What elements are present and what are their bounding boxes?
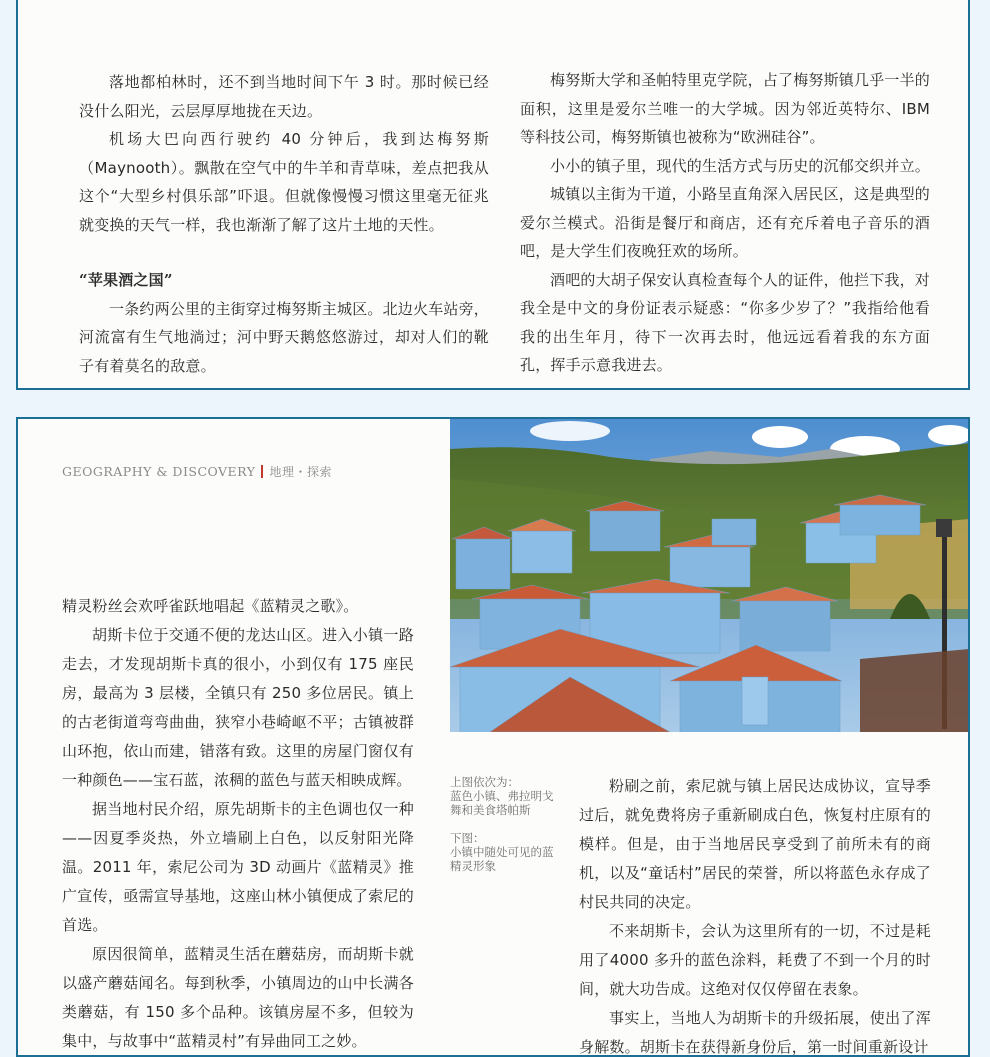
top-page-panel — [16, 0, 970, 390]
paragraph: 精灵粉丝会欢呼雀跃地唱起《蓝精灵之歌》。 — [62, 597, 359, 615]
top-right-column — [520, 66, 930, 380]
caption-line: 下图： — [450, 831, 485, 845]
paragraph: 不来胡斯卡，会认为这里所有的一切，不过是耗用了4000 多升的蓝色涂料，耗费了不到一个月的时间，就大功告成。这绝对仅仅停留在表象。 — [579, 922, 931, 998]
photo-illustration — [450, 419, 970, 732]
header-english: GEOGRAPHY & DISCOVERY — [62, 464, 256, 479]
photo-caption — [450, 775, 562, 887]
header-divider — [261, 465, 263, 478]
section-header — [62, 463, 332, 480]
paragraph: 酒吧的大胡子保安认真检查每个人的证件，他拦下我，对我全是中文的身份证表示疑惑：“你多少岁了？”我指给他看我的出生年月，待下一次再去时，他远远看着我的东方面孔，挥手示意我进去。 — [520, 270, 931, 374]
blue-village-photo — [450, 419, 970, 732]
top-left-column — [79, 68, 489, 380]
paragraph: 原因很简单，蓝精灵生活在蘑菇房，而胡斯卡就以盛产蘑菇闻名。每到秋季，小镇周边的山中长满各类蘑菇，有 150 多个品种。该镇房屋不多，但较为集中，与故事中“蓝精灵村”有异曲同工之妙。 — [62, 945, 414, 1050]
section-heading: “苹果酒之国” — [79, 271, 173, 289]
paragraph: 一条约两公里的主街穿过梅努斯主城区。北边火车站旁，河流富有生气地淌过；河中野天鹅悠悠游过，却对人们的靴子有着莫名的敌意。 — [79, 299, 490, 375]
bottom-left-column — [62, 592, 414, 1056]
caption-line: 小镇中随处可见的蓝精灵形象 — [450, 845, 554, 873]
paragraph: 胡斯卡位于交通不便的龙达山区。进入小镇一路走去，才发现胡斯卡真的很小，小到仅有 175 座民房，最高为 3 层楼，全镇只有 250 多位居民。镇上的古老街道弯弯曲曲，狭窄小巷崎岖不平；古镇被群山环抱，依山而建，错落有致。这里的房屋门窗仅有一种颜色——宝石蓝，浓稠的蓝色与蓝天相映成辉。 — [62, 626, 414, 789]
bottom-page-panel — [16, 417, 970, 1057]
paragraph: 梅努斯大学和圣帕特里克学院，占了梅努斯镇几乎一半的面积，这里是爱尔兰唯一的大学城。因为邻近英特尔、IBM 等科技公司，梅努斯镇也被称为“欧洲硅谷”。 — [520, 71, 931, 146]
paragraph: 粉刷之前，索尼就与镇上居民达成协议，宣导季过后，就免费将房子重新刷成白色，恢复村庄原有的模样。但是，由于当地居民享受到了前所未有的商机，以及“童话村”居民的荣誉，所以将蓝色永存成了村民共同的决定。 — [579, 777, 931, 911]
paragraph: 事实上，当地人为胡斯卡的升级拓展，使出了浑身解数。胡斯卡在获得新身份后，第一时间重新设计 — [579, 1009, 931, 1056]
paragraph: 落地都柏林时，还不到当地时间下午 3 时。那时候已经没什么阳光，云层厚厚地拢在天边。 — [79, 73, 489, 120]
paragraph: 城镇以主街为干道，小路呈直角深入居民区，这是典型的爱尔兰模式。沿街是餐厅和商店，还有充斥着电子音乐的酒吧，是大学生们夜晚狂欢的场所。 — [520, 185, 931, 260]
paragraph: 小小的镇子里，现代的生活方式与历史的沉郁交织并立。 — [550, 156, 931, 175]
paragraph: 据当地村民介绍，原先胡斯卡的主色调也仅一种——因夏季炎热，外立墙刷上白色，以反射阳光降温。2011 年，索尼公司为 3D 动画片《蓝精灵》推广宣传，亟需宣导基地，这座山林小镇便成了索尼的首选。 — [62, 800, 414, 934]
caption-line: 上图依次为： — [450, 775, 519, 789]
paragraph: 机场大巴向西行驶约 40 分钟后，我到达梅努斯（Maynooth）。飘散在空气中的牛羊和青草味，差点把我从这个“大型乡村俱乐部”吓退。但就像慢慢习惯这里毫无征兆就变换的天气一样，我也渐渐了解了这片土地的天性。 — [79, 130, 489, 234]
caption-line: 蓝色小镇、弗拉明戈舞和美食塔帕斯 — [450, 789, 554, 817]
bottom-right-column — [579, 772, 931, 1057]
header-chinese: 地理・探索 — [269, 465, 332, 479]
